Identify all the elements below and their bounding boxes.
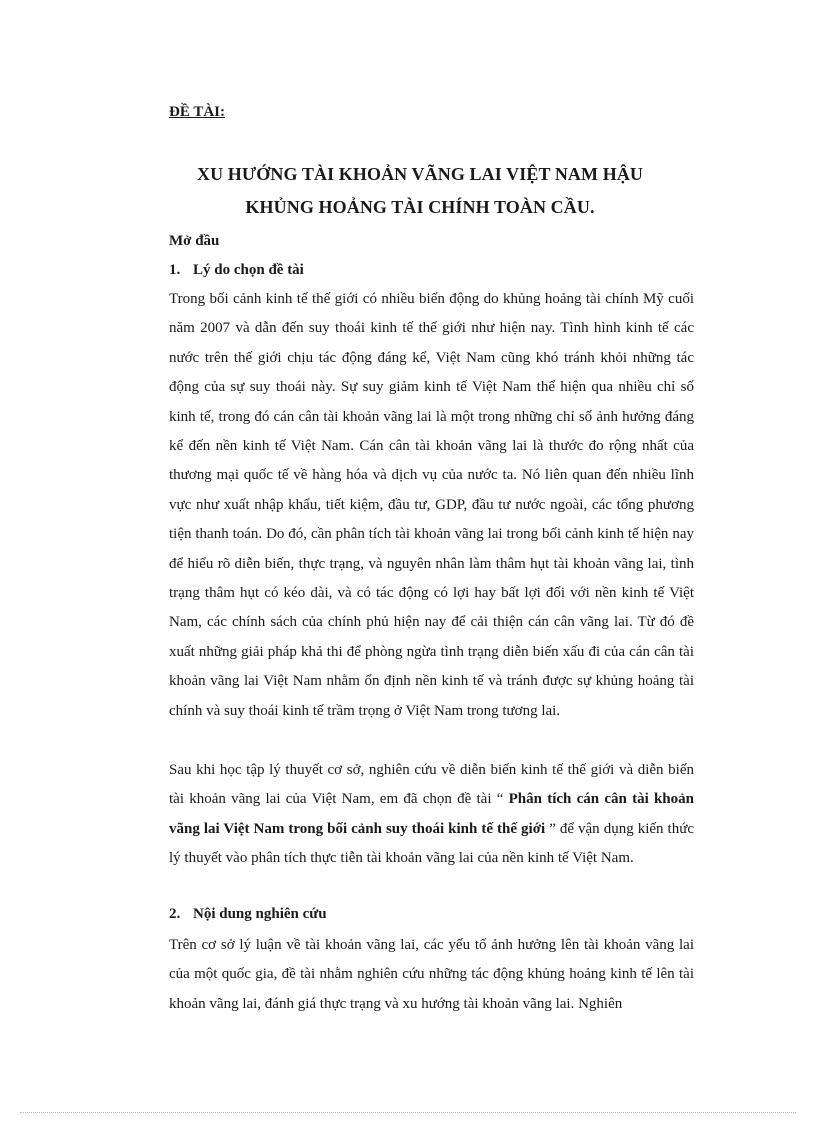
section-1-number: 1. bbox=[169, 262, 181, 278]
document-title-line-2: KHỦNG HOẢNG TÀI CHÍNH TOÀN CẦU. bbox=[245, 197, 595, 217]
paragraph-2-text-before: Sau khi học tập lý thuyết cơ sở, nghiên cứu về diễn biến kinh tế thế giới và diễn biến tài khoản vãng lai của Việt Nam, em đã chọn đề tài “ bbox=[169, 762, 694, 808]
section-1-paragraph-1: Trong bối cảnh kinh tế thế giới có nhiều biến động do khủng hoảng tài chính Mỹ cuối năm 2007 và dẫn đến suy thoái kinh tế thế giới như hiện nay. Tình hình kinh tế các nước trên thế giới chịu tác động đáng kể, Việt Nam cũng khó tránh khỏi những tác động của sự suy thoái này. Sự suy giảm kinh tế Việt Nam thể hiện qua nhiều chỉ số kinh tế, trong đó cán cân tài khoản vãng lai là một trong những chỉ số ảnh hưởng đáng kể đến nền kinh tế Việt Nam. Cán cân tài khoản vãng lai là thước đo rộng nhất của thương mại quốc tế về hàng hóa và dịch vụ của nước ta. Nó liên quan đến nhiều lĩnh vực như xuất nhập khẩu, tiết kiệm, đầu tư, GDP, đầu tư nước ngoài, các tổng phương tiện thanh toán. Do đó, cần phân tích tài khoản vãng lai trong bối cảnh kinh tế hiện nay để hiểu rõ diễn biến, thực trạng, và nguyên nhân làm thâm hụt tài khoản vãng lai, tình trạng thâm hụt có kéo dài, và có tác động có lợi hay bất lợi đối với nền kinh tế Việt Nam, các chính sách của chính phủ hiện nay để cải thiện cán cân vãng lai. Từ đó đề xuất những giải pháp khả thi để phòng ngừa tình trạng diễn biến xấu đi của cán cân tài khoản vãng lai Việt Nam nhằm ổn định nền kinh tế và tránh được sự khủng hoảng tài chính và suy thoái kinh tế trầm trọng ở Việt Nam trong tương lai. bbox=[169, 291, 694, 719]
section-2-heading bbox=[169, 906, 327, 923]
section-2-paragraph-1: Trên cơ sở lý luận về tài khoản vãng lai, các yếu tố ảnh hưởng lên tài khoản vãng lai của một quốc gia, đề tài nhằm nghiên cứu những tác động khủng hoảng kinh tế lên tài khoản vãng lai, đánh giá thực trạng và xu hướng tài khoản vãng lai. Nghiên bbox=[169, 937, 694, 1012]
section-2-title: Nội dung nghiên cứu bbox=[193, 906, 327, 922]
topic-label: ĐỀ TÀI: bbox=[169, 104, 225, 120]
page-bottom-divider bbox=[20, 1112, 796, 1113]
section-1-heading bbox=[169, 262, 304, 279]
section-2-number: 2. bbox=[169, 906, 181, 922]
document-title-line-1: XU HƯỚNG TÀI KHOẢN VÃNG LAI VIỆT NAM HẬU bbox=[196, 164, 644, 184]
section-1-paragraph-2 bbox=[169, 756, 694, 874]
paragraph-2-topic-title: Phân tích cán cân tài khoản vãng lai Việt Nam trong bối cảnh suy thoái kinh tế thế giới bbox=[169, 791, 694, 837]
intro-heading: Mở đầu bbox=[169, 233, 220, 249]
section-1-title: Lý do chọn đề tài bbox=[193, 262, 304, 278]
paragraph-2-text-after: ” để vận dụng kiến thức lý thuyết vào phân tích thực tiễn tài khoản vãng lai của nền kinh tế Việt Nam. bbox=[169, 820, 694, 867]
